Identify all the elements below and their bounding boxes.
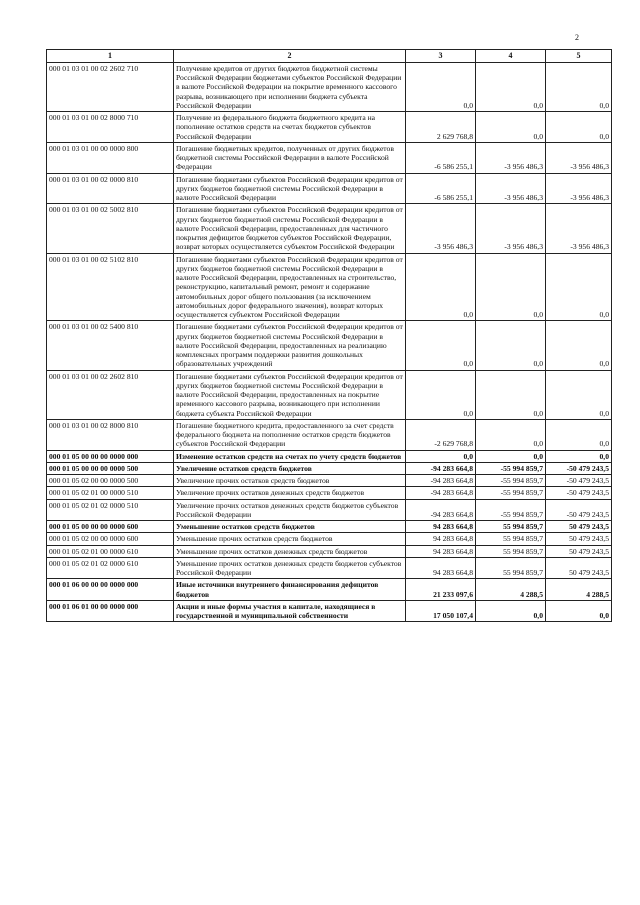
- row-name-cell: Получение из федерального бюджета бюджетного кредита на пополнение остатков средств на счетах бюджетов субъектов Российской Федерации: [174, 112, 406, 143]
- row-value-col5: 50 479 243,5: [546, 533, 612, 545]
- row-name-cell: Погашение бюджетами субъектов Российской Федерации кредитов от других бюджетов бюджетной системы Российской Федерации в валюте Российской Федерации: [174, 173, 406, 204]
- row-value-col3: -6 586 255,1: [406, 173, 476, 204]
- row-value-col4: 0,0: [476, 419, 546, 450]
- row-code-cell: 000 01 06 00 00 00 0000 000: [47, 579, 174, 601]
- row-code-cell: 000 01 05 02 00 00 0000 600: [47, 533, 174, 545]
- row-value-col4: -55 994 859,7: [476, 499, 546, 521]
- row-value-col4: -55 994 859,7: [476, 487, 546, 499]
- table-row: [47, 253, 612, 321]
- row-name-cell: Уменьшение прочих остатков средств бюджетов: [174, 533, 406, 545]
- row-value-col3: 94 283 664,8: [406, 557, 476, 579]
- row-value-col3: 0,0: [406, 253, 476, 321]
- row-value-col4: -55 994 859,7: [476, 475, 546, 487]
- row-code-cell: 000 01 05 02 00 00 0000 500: [47, 475, 174, 487]
- row-value-col4: 55 994 859,7: [476, 557, 546, 579]
- row-value-col5: -3 956 486,3: [546, 142, 612, 173]
- row-value-col3: 94 283 664,8: [406, 545, 476, 557]
- row-value-col5: -50 479 243,5: [546, 487, 612, 499]
- header-cell-2: 2: [174, 50, 406, 63]
- row-value-col3: 17 050 107,4: [406, 600, 476, 622]
- table-row: [47, 204, 612, 253]
- row-name-cell: Акции и иные формы участия в капитале, находящиеся в государственной и муниципальной собственности: [174, 600, 406, 622]
- row-name-cell: Уменьшение прочих остатков денежных средств бюджетов субъектов Российской Федерации: [174, 557, 406, 579]
- table-row: [47, 62, 612, 111]
- row-value-col3: 21 233 097,6: [406, 579, 476, 601]
- row-value-col5: 50 479 243,5: [546, 521, 612, 533]
- header-cell-4: 4: [476, 50, 546, 63]
- row-value-col3: 0,0: [406, 321, 476, 370]
- row-name-cell: Погашение бюджетного кредита, предоставленного за счет средств федерального бюджета на пополнение остатков средств бюджетов субъектов Российской Федерации: [174, 419, 406, 450]
- row-value-col5: 0,0: [546, 419, 612, 450]
- row-value-col5: 0,0: [546, 62, 612, 111]
- row-code-cell: 000 01 03 01 00 02 5102 810: [47, 253, 174, 321]
- row-value-col4: 55 994 859,7: [476, 533, 546, 545]
- row-value-col3: 0,0: [406, 62, 476, 111]
- row-value-col4: 55 994 859,7: [476, 521, 546, 533]
- table-row: [47, 557, 612, 579]
- row-name-cell: Изменение остатков средств на счетах по учету средств бюджетов: [174, 450, 406, 462]
- row-value-col3: 94 283 664,8: [406, 521, 476, 533]
- row-code-cell: 000 01 05 02 01 00 0000 510: [47, 487, 174, 499]
- header-cell-5: 5: [546, 50, 612, 63]
- row-value-col5: -50 479 243,5: [546, 499, 612, 521]
- row-code-cell: 000 01 05 02 01 00 0000 610: [47, 545, 174, 557]
- row-name-cell: Увеличение прочих остатков денежных средств бюджетов субъектов Российской Федерации: [174, 499, 406, 521]
- row-value-col4: 0,0: [476, 600, 546, 622]
- table-row: [47, 112, 612, 143]
- row-value-col4: -55 994 859,7: [476, 462, 546, 474]
- table-row: [47, 475, 612, 487]
- table-row: [47, 173, 612, 204]
- row-value-col4: 55 994 859,7: [476, 545, 546, 557]
- row-value-col5: 0,0: [546, 112, 612, 143]
- row-value-col4: 0,0: [476, 253, 546, 321]
- row-code-cell: 000 01 05 02 01 02 0000 510: [47, 499, 174, 521]
- row-value-col4: 0,0: [476, 321, 546, 370]
- row-value-col4: 0,0: [476, 370, 546, 419]
- row-value-col5: -3 956 486,3: [546, 173, 612, 204]
- row-name-cell: Погашение бюджетами субъектов Российской Федерации кредитов от других бюджетов бюджетной системы Российской Федерации в валюте Российской Федерации, предоставленных для частичного покрытия дефицитов бюджетов субъектов Российской Федерации, возврат которых осуществляется субъектом Российской Федерации: [174, 204, 406, 253]
- row-value-col4: -3 956 486,3: [476, 173, 546, 204]
- table-row: [47, 521, 612, 533]
- row-value-col3: 94 283 664,8: [406, 533, 476, 545]
- row-value-col4: 0,0: [476, 450, 546, 462]
- row-code-cell: 000 01 03 01 00 02 2602 810: [47, 370, 174, 419]
- row-name-cell: Увеличение прочих остатков денежных средств бюджетов: [174, 487, 406, 499]
- row-code-cell: 000 01 05 00 00 00 0000 500: [47, 462, 174, 474]
- row-name-cell: Погашение бюджетами субъектов Российской Федерации кредитов от других бюджетов бюджетной системы Российской Федерации в валюте Российской Федерации, предоставленных на реализацию комплексных программ поддержки развития дошкольных образовательных учреждений: [174, 321, 406, 370]
- table-row: [47, 487, 612, 499]
- table-row: [47, 579, 612, 601]
- row-name-cell: Уменьшение остатков средств бюджетов: [174, 521, 406, 533]
- row-value-col3: -94 283 664,8: [406, 499, 476, 521]
- table-row: [47, 321, 612, 370]
- row-code-cell: 000 01 03 01 00 02 2602 710: [47, 62, 174, 111]
- row-code-cell: 000 01 05 00 00 00 0000 600: [47, 521, 174, 533]
- row-value-col5: 4 288,5: [546, 579, 612, 601]
- row-code-cell: 000 01 06 01 00 00 0000 000: [47, 600, 174, 622]
- row-value-col4: 4 288,5: [476, 579, 546, 601]
- row-value-col5: 50 479 243,5: [546, 557, 612, 579]
- row-value-col5: 0,0: [546, 253, 612, 321]
- row-code-cell: 000 01 03 01 00 02 0000 810: [47, 173, 174, 204]
- table-row: [47, 142, 612, 173]
- row-name-cell: Погашение бюджетных кредитов, полученных от других бюджетов бюджетной системы Российской Федерации в валюте Российской Федерации: [174, 142, 406, 173]
- header-cell-3: 3: [406, 50, 476, 63]
- page-number: 2: [575, 33, 579, 42]
- row-value-col3: 2 629 768,8: [406, 112, 476, 143]
- row-value-col3: 0,0: [406, 370, 476, 419]
- row-value-col5: 0,0: [546, 370, 612, 419]
- table-row: [47, 600, 612, 622]
- table-row: [47, 370, 612, 419]
- table-header-row: [47, 50, 612, 63]
- row-value-col5: 0,0: [546, 600, 612, 622]
- table-row: [47, 462, 612, 474]
- row-value-col3: -94 283 664,8: [406, 487, 476, 499]
- row-code-cell: 000 01 03 01 00 02 5002 810: [47, 204, 174, 253]
- row-name-cell: Уменьшение прочих остатков денежных средств бюджетов: [174, 545, 406, 557]
- row-code-cell: 000 01 05 02 01 02 0000 610: [47, 557, 174, 579]
- row-value-col4: 0,0: [476, 112, 546, 143]
- row-name-cell: Иные источники внутреннего финансирования дефицитов бюджетов: [174, 579, 406, 601]
- row-value-col3: -94 283 664,8: [406, 475, 476, 487]
- table-row: [47, 450, 612, 462]
- row-value-col3: -2 629 768,8: [406, 419, 476, 450]
- row-value-col5: 0,0: [546, 450, 612, 462]
- budget-sources-table: [46, 49, 612, 622]
- row-name-cell: Погашение бюджетами субъектов Российской Федерации кредитов от других бюджетов бюджетной системы Российской Федерации в валюте Российской Федерации, предоставленных на покрытие временного кассового разрыва, возникающего при исполнении бюджета субъекта Российской Федерации: [174, 370, 406, 419]
- row-code-cell: 000 01 05 00 00 00 0000 000: [47, 450, 174, 462]
- row-value-col4: 0,0: [476, 62, 546, 111]
- row-name-cell: Увеличение остатков средств бюджетов: [174, 462, 406, 474]
- row-value-col3: 0,0: [406, 450, 476, 462]
- table-row: [47, 499, 612, 521]
- row-code-cell: 000 01 03 01 00 02 5400 810: [47, 321, 174, 370]
- table-row: [47, 545, 612, 557]
- row-value-col3: -94 283 664,8: [406, 462, 476, 474]
- row-value-col5: -3 956 486,3: [546, 204, 612, 253]
- row-value-col5: 0,0: [546, 321, 612, 370]
- row-value-col5: 50 479 243,5: [546, 545, 612, 557]
- row-name-cell: Погашение бюджетами субъектов Российской Федерации кредитов от других бюджетов бюджетной системы Российской Федерации в валюте Российской Федерации, предоставленных на строительство, реконструкцию, капитальный ремонт, ремонт и содержание автомобильных дорог общего пользования (за исключением автомобильных дорог федерального значения), возврат которых осуществляется субъектом Российской Федерации: [174, 253, 406, 321]
- row-value-col3: -3 956 486,3: [406, 204, 476, 253]
- row-value-col5: -50 479 243,5: [546, 475, 612, 487]
- row-code-cell: 000 01 03 01 00 00 0000 800: [47, 142, 174, 173]
- row-code-cell: 000 01 03 01 00 02 8000 810: [47, 419, 174, 450]
- row-code-cell: 000 01 03 01 00 02 8000 710: [47, 112, 174, 143]
- row-name-cell: Получение кредитов от других бюджетов бюджетной системы Российской Федерации бюджетами субъектов Российской Федерации в валюте Российской Федерации на покрытие временного кассового разрыва, возникающего при исполнении бюджета субъекта Российской Федерации: [174, 62, 406, 111]
- table-row: [47, 533, 612, 545]
- table-row: [47, 419, 612, 450]
- row-value-col3: -6 586 255,1: [406, 142, 476, 173]
- row-value-col5: -50 479 243,5: [546, 462, 612, 474]
- header-cell-1: 1: [47, 50, 174, 63]
- row-value-col4: -3 956 486,3: [476, 142, 546, 173]
- row-value-col4: -3 956 486,3: [476, 204, 546, 253]
- row-name-cell: Увеличение прочих остатков средств бюджетов: [174, 475, 406, 487]
